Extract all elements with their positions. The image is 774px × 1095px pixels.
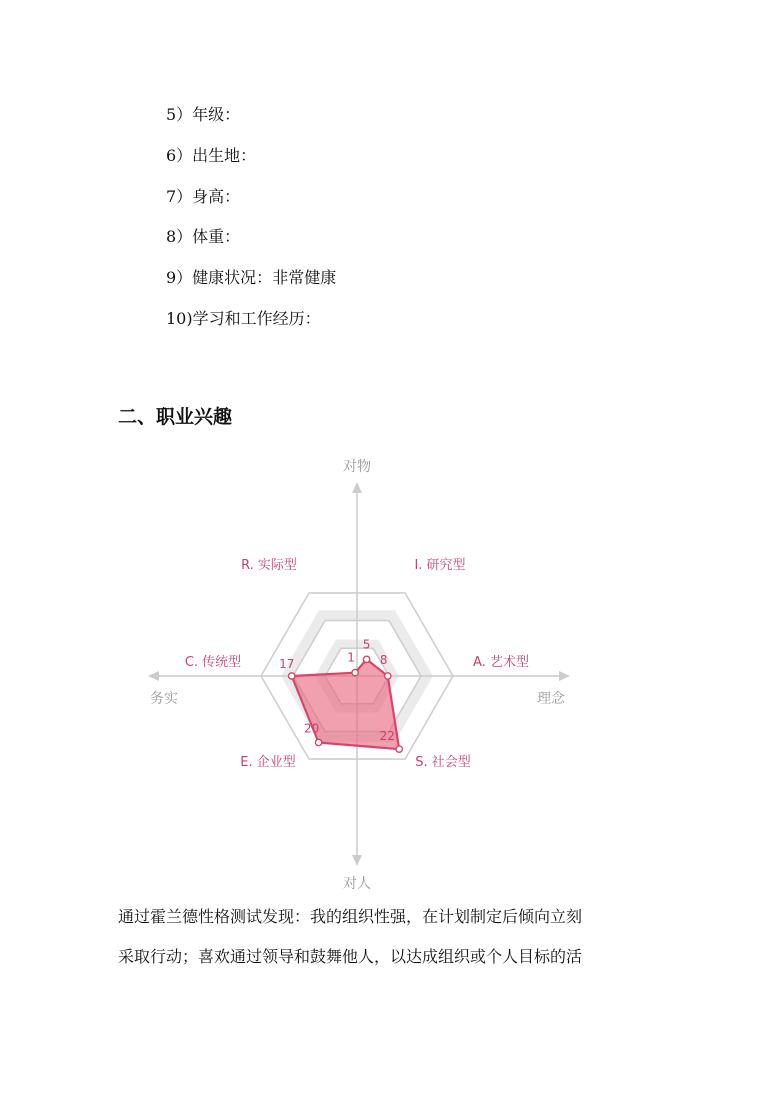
radar-point [385,673,391,679]
axis-label-left: 务实 [150,691,178,707]
category-label: S. 社会型 [415,755,471,770]
item-value: 非常健康 [272,268,337,288]
profile-item-weight [166,222,336,263]
category-label: A. 艺术型 [473,655,529,670]
item-label: 8）体重： [166,227,241,247]
section-title: 二、职业兴趣 [118,406,233,428]
axis-arrow-left-icon [148,671,159,681]
radar-value-label: 17 [279,657,295,671]
axis-label-top: 对物 [343,459,371,475]
radar-value-label: 8 [379,653,388,667]
profile-item-height [166,182,336,223]
profile-item-birthplace [166,141,336,182]
radar-point [315,739,321,745]
radar-value-label: 22 [379,729,395,744]
radar-point [363,656,369,662]
radar-point [352,669,358,675]
radar-point [396,746,402,752]
profile-item-grade [166,100,336,141]
radar-point [289,673,295,679]
profile-list [166,100,336,345]
item-label: 9）健康状况： [166,268,273,288]
result-paragraph [118,902,663,982]
axis-arrow-down-icon [352,855,362,866]
item-label: 6）出生地： [166,145,257,165]
category-label: I. 研究型 [414,558,466,573]
item-label: 5）年级： [166,105,241,124]
paragraph-line: 采取行动；喜欢通过领导和鼓舞他人，以达成组织或个人目标的活 [118,947,583,966]
item-label: 7）身高： [166,186,241,206]
holland-radar-chart [0,440,774,895]
radar-value-label: 20 [303,721,320,736]
profile-item-experience [166,304,336,345]
profile-item-health [166,263,336,304]
axis-label-bottom: 对人 [343,876,371,892]
axis-arrow-up-icon [352,482,362,493]
category-label: E. 企业型 [240,755,296,770]
axis-label-right: 理念 [537,691,565,707]
category-label: R. 实际型 [241,558,297,573]
radar-value-label: 5 [362,637,371,652]
radar-value-label: 1 [347,650,355,665]
category-label: C. 传统型 [184,655,242,670]
axis-arrow-right-icon [559,671,570,681]
item-label: 10)学习和工作经历： [166,308,321,328]
paragraph-line: 通过霍兰德性格测试发现：我的组织性强，在计划制定后倾向立刻 [118,907,583,926]
